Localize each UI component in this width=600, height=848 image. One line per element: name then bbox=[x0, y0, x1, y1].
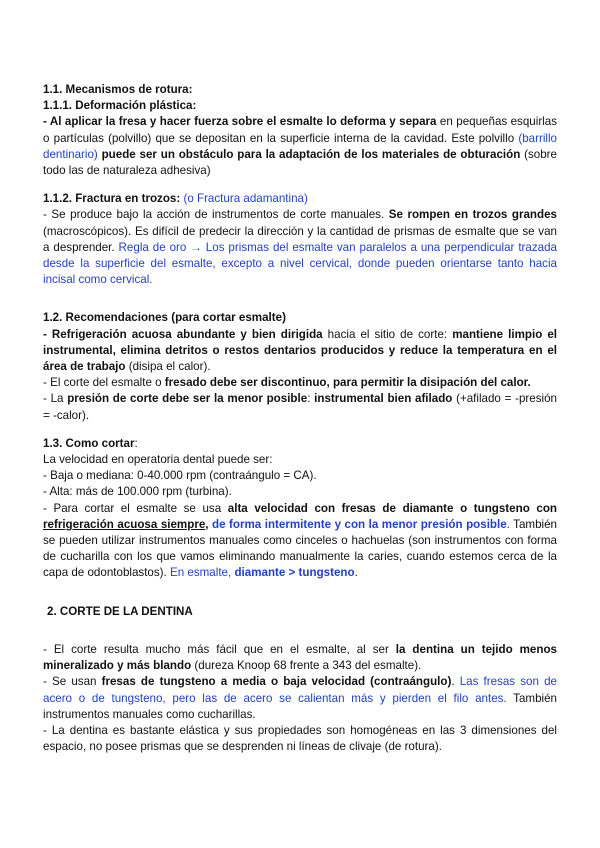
text: . También se pueden utilizar instrumentos manuales como cinceles o hachuelas (son instrumentos con forma de cucharilla con los que vamos eliminando manualmente la caries, cuando estemos cerca de la capa de odontoblastos). bbox=[43, 517, 557, 580]
paragraph-refrigeracion bbox=[43, 327, 557, 376]
velocidad-alta: - Alta: más de 100.000 rpm (turbina). bbox=[43, 485, 232, 499]
paragraph-deformacion bbox=[43, 114, 557, 179]
text: (sobre todo las de naturaleza adhesiva) bbox=[43, 147, 557, 178]
bold-text: puede ser un obstáculo para la adaptación de los materiales de obturación bbox=[97, 147, 521, 161]
text: (dureza Knoop 68 frente a 343 del esmalte). bbox=[191, 659, 422, 673]
section-heading-1-1: 1.1. Mecanismos de rotura: bbox=[43, 83, 193, 96]
section-heading-2: 2. CORTE DE LA DENTINA bbox=[47, 604, 193, 618]
text: - Se produce bajo la acción de instrumentos de corte manuales. bbox=[43, 208, 389, 222]
document-page bbox=[43, 82, 557, 755]
blue-text: En esmalte, bbox=[166, 566, 235, 580]
text: . bbox=[451, 675, 460, 689]
text: : bbox=[307, 392, 315, 406]
paragraph-dentina-fresas bbox=[43, 674, 557, 723]
text: hacia el sitio de corte: bbox=[322, 327, 453, 341]
text: (+afilado = -presión = -calor). bbox=[43, 392, 557, 422]
paragraph-cortar-esmalte bbox=[43, 501, 557, 582]
blue-text: Regla de oro → Los prismas del esmalte van paralelos a una perpendicular trazada desde la superficie del esmalte, excepto a nivel cervical, donde pueden orientarse tanto hacia incisal como cervical. bbox=[43, 240, 557, 287]
bold-underlined-text: refrigeración acuosa siempre bbox=[43, 517, 206, 531]
blue-bold-text: de forma intermitente y con la menor presión posible bbox=[208, 517, 507, 531]
paragraph-fresado bbox=[43, 375, 557, 391]
bold-text: Se rompen en trozos grandes bbox=[388, 208, 557, 222]
paragraph-fractura bbox=[43, 207, 557, 288]
bold-text: , bbox=[205, 517, 209, 531]
bold-text: 1.3. Como cortar bbox=[43, 436, 135, 450]
text: - El corte resulta mucho más fácil que en el esmalte, al ser bbox=[43, 642, 396, 656]
blue-bold-text: diamante > tungsteno bbox=[234, 566, 355, 580]
bold-text: fresas de tungsteno a media o baja velocidad (contraángulo) bbox=[101, 675, 452, 689]
velocidad-intro: La velocidad en operatoria dental puede ser: bbox=[43, 453, 273, 467]
text: : bbox=[134, 436, 138, 450]
blue-text: (barrillo dentinario) bbox=[43, 131, 557, 161]
text: - La bbox=[43, 392, 68, 406]
bold-text: - Refrigeración acuosa abundante y bien dirigida bbox=[43, 327, 323, 341]
text: - Para cortar el esmalte se usa bbox=[43, 501, 228, 515]
blue-text: (o Fractura adamantina) bbox=[180, 192, 308, 206]
blue-text: Las fresas son de acero o de tungsteno, pero las de acero se calientan más y pierden el filo antes. bbox=[43, 675, 557, 705]
text: - Se usan bbox=[43, 675, 102, 689]
paragraph-dentina-corte bbox=[43, 642, 557, 674]
bold-text: instrumental bien afilado bbox=[314, 392, 453, 406]
text: También instrumentos manuales como cucharillas. bbox=[43, 691, 558, 721]
velocidad-baja: - Baja o mediana: 0-40.000 rpm (contraángulo = CA). bbox=[43, 469, 317, 483]
text: (disipa el calor). bbox=[125, 360, 211, 374]
paragraph-presion bbox=[43, 391, 557, 423]
text: (macroscópicos). Es difícil de predecir la dirección y la cantidad de prismas de esmalte que se van a desprender. bbox=[43, 224, 557, 254]
text: - El corte del esmalte o bbox=[43, 376, 165, 390]
section-heading-1-2: 1.2. Recomendaciones (para cortar esmalte) bbox=[43, 311, 286, 325]
bold-text: fresado debe ser discontinuo, para permitir la disipación del calor. bbox=[164, 376, 531, 390]
bold-text: presión de corte debe ser la menor posible bbox=[67, 392, 308, 406]
bold-text: alta velocidad con fresas de diamante o tungsteno con bbox=[227, 501, 557, 515]
bold-text: mantiene limpio el instrumental, elimina detritos o restos dentarios producidos y reduce la temperatura en el área de trabajo bbox=[43, 327, 557, 374]
paragraph-dentina-elastica: - La dentina es bastante elástica y sus propiedades son homogéneas en las 3 dimensiones del espacio, no posee prismas que se desprenden ni líneas de clivaje (de rotura). bbox=[43, 723, 557, 754]
section-heading-1-3 bbox=[43, 436, 557, 452]
bold-text: - Al aplicar la fresa y hacer fuerza sobre el esmalte lo deforma y separa bbox=[43, 115, 437, 129]
text: . bbox=[354, 566, 358, 580]
text: en pequeñas esquirlas o partículas (polvillo) que se depositan en la superficie interna de la cavidad. Este polvillo bbox=[43, 115, 558, 145]
subsection-heading-1-1-1: 1.1.1. Deformación plástica: bbox=[43, 99, 197, 113]
bold-text: la dentina un tejido menos mineralizado y más blando bbox=[43, 642, 557, 673]
bold-text: 1.1.2. Fractura en trozos: bbox=[43, 192, 181, 206]
subsection-heading-1-1-2 bbox=[43, 191, 557, 207]
